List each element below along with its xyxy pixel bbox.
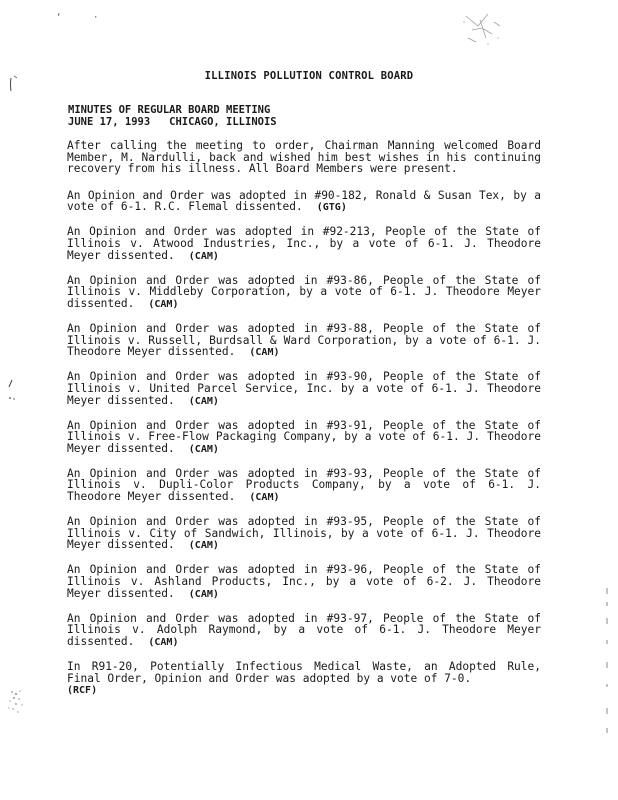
staff-tag: (CAM)	[188, 395, 219, 407]
minute-item-text: An Opinion and Order was adopted in #93-97, People of the State of Illinois v. Adolph Raymond, by a vote of 6-1. J. Theodore Meyer dissented.	[67, 611, 541, 648]
minutes-body	[67, 140, 541, 709]
minute-item	[67, 661, 541, 697]
staff-tag: (CAM)	[188, 540, 219, 552]
staff-tag: (GTG)	[316, 202, 347, 214]
minute-item-text: An Opinion and Order was adopted in #93-90, People of the State of Illinois v. United Parcel Service, Inc. by a vote of 6-1. J. Theodore Meyer dissented.	[67, 370, 541, 407]
minute-item-text: In R91-20, Potentially Infectious Medical Waste, an Adopted Rule, Final Order, Opinion and Order was adopted by a vote of 7-0.	[67, 660, 541, 685]
staff-tag: (CAM)	[188, 588, 219, 600]
board-title: ILLINOIS POLLUTION CONTROL BOARD	[204, 70, 414, 82]
page-edge-marks	[605, 588, 609, 738]
minute-item	[67, 323, 541, 359]
minute-item	[67, 613, 541, 649]
meeting-title: MINUTES OF REGULAR BOARD MEETING	[68, 104, 271, 116]
minute-item	[67, 190, 541, 214]
scan-speck: ‘	[56, 13, 62, 23]
staff-tag: (CAM)	[249, 492, 280, 504]
received-stamp-smudge	[458, 8, 508, 48]
minute-item-text: An Opinion and Order was adopted in #93-93, People of the State of Illinois v. Dupli-Color Products Company, by a vote of 6-1. J. Theodore Meyer dissented.	[67, 466, 541, 504]
minute-item-text: An Opinion and Order was adopted in #90-182, Ronald & Susan Tex, by a vote of 6-1. R.C. Flemal dissented.	[67, 188, 541, 214]
scan-speck: ·	[93, 13, 99, 23]
staff-tag: (CAM)	[249, 347, 280, 359]
margin-mark	[6, 378, 16, 408]
meeting-date-location: JUNE 17, 1993 CHICAGO, ILLINOIS	[68, 116, 277, 128]
staff-tag: (CAM)	[188, 443, 219, 455]
minute-item-text: An Opinion and Order was adopted in #93-95, People of the State of Illinois v. City of Sandwich, Illinois, by a vote of 6-1. J. Theodore Meyer dissented.	[67, 515, 541, 552]
minutes-heading	[68, 104, 277, 128]
minute-item	[67, 371, 541, 407]
staff-tag: (CAM)	[188, 250, 219, 262]
staff-tag: (CAM)	[148, 298, 179, 310]
staff-tag: (CAM)	[148, 636, 179, 648]
minute-item-text: An Opinion and Order was adopted in #93-86, People of the State of Illinois v. Middleby Corporation, by a vote of 6-1. J. Theodore Meyer dissented.	[67, 273, 541, 310]
minute-item	[67, 468, 541, 504]
minute-item	[67, 226, 541, 262]
intro-paragraph: After calling the meeting to order, Chairman Manning welcomed Board Member, M. Nardulli, back and wished him best wishes in his continuing recovery from his illness. All Board Members were present.	[67, 139, 541, 176]
minute-item	[67, 564, 541, 600]
minute-item-text: An Opinion and Order was adopted in #93-96, People of the State of Illinois v. Ashland Products, Inc., by a vote of 6-2. J. Theodore Meyer dissented.	[67, 563, 541, 600]
minute-item	[67, 420, 541, 456]
minute-item-text: An Opinion and Order was adopted in #93-91, People of the State of Illinois v. Free-Flow Packaging Company, by a vote of 6-1. J. Theodore Meyer dissented.	[67, 418, 541, 455]
staff-tag: (RCF)	[67, 685, 98, 697]
minute-item-text: An Opinion and Order was adopted in #92-213, People of the State of Illinois v. Atwood Industries, Inc., by a vote of 6-1. J. Theodore Meyer dissented.	[67, 225, 541, 262]
scan-smudge	[4, 686, 30, 718]
minute-item	[67, 275, 541, 311]
minute-item	[67, 516, 541, 552]
minute-item-text: An Opinion and Order was adopted in #93-88, People of the State of Illinois v. Russell, Burdsall & Ward Corporation, by a vote of 6-1. J. Theodore Meyer dissented.	[67, 322, 541, 359]
